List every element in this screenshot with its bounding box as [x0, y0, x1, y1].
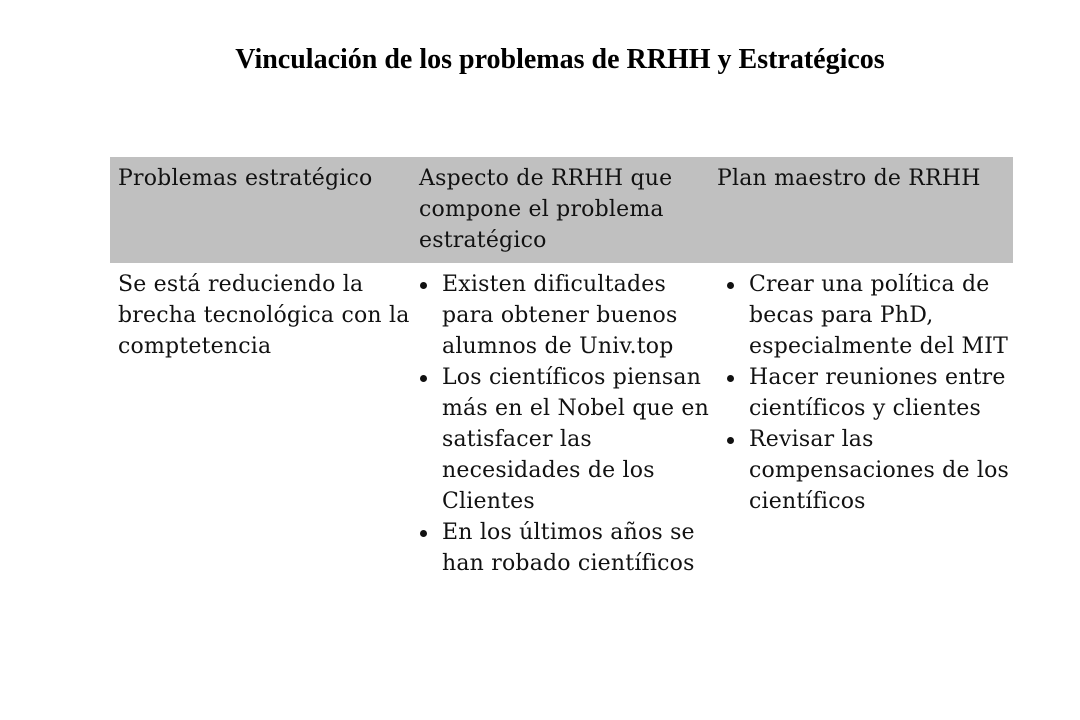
- bullet-icon: [727, 282, 734, 289]
- list-item: [410, 269, 713, 362]
- table-row: [110, 266, 1013, 579]
- hr-aspect-text: En los últimos años se han robado científicos: [442, 520, 695, 576]
- hr-aspect-text: Los científicos piensan más en el Nobel que en satisfacer las necesidades de los Clientes: [442, 365, 709, 514]
- list-item: [717, 362, 1013, 424]
- cell-master-plan: [713, 266, 1013, 579]
- bullet-icon: [420, 530, 427, 537]
- hr-aspects-list: [410, 269, 713, 579]
- plan-item-text: Hacer reuniones entre científicos y clientes: [749, 365, 1006, 421]
- header-hr-aspect: Aspecto de RRHH que compone el problema estratégico: [419, 166, 673, 253]
- bullet-icon: [420, 282, 427, 289]
- table-header-row: [110, 157, 1013, 266]
- list-item: [717, 269, 1013, 362]
- header-hr-master-plan: Plan maestro de RRHH: [717, 166, 981, 191]
- cell-strategic-problem: Se está reduciendo la brecha tecnológica con la comptetencia: [118, 272, 410, 359]
- list-item: [717, 424, 1013, 517]
- slide-title: Vinculación de los problemas de RRHH y Estratégicos: [235, 44, 885, 75]
- strategy-table: [110, 157, 1013, 579]
- hr-aspect-text: Existen dificultades para obtener buenos alumnos de Univ.top: [442, 272, 678, 359]
- bullet-icon: [727, 437, 734, 444]
- header-strategic-problems: Problemas estratégico: [118, 166, 373, 191]
- bullet-icon: [420, 375, 427, 382]
- bullet-icon: [727, 375, 734, 382]
- plan-item-text: Revisar las compensaciones de los científicos: [749, 427, 1010, 514]
- list-item: [410, 362, 713, 517]
- list-item: [410, 517, 713, 579]
- plan-item-text: Crear una política de becas para PhD, especialmente del MIT: [749, 272, 1009, 359]
- master-plan-list: [717, 269, 1013, 517]
- cell-hr-aspects: [410, 266, 713, 579]
